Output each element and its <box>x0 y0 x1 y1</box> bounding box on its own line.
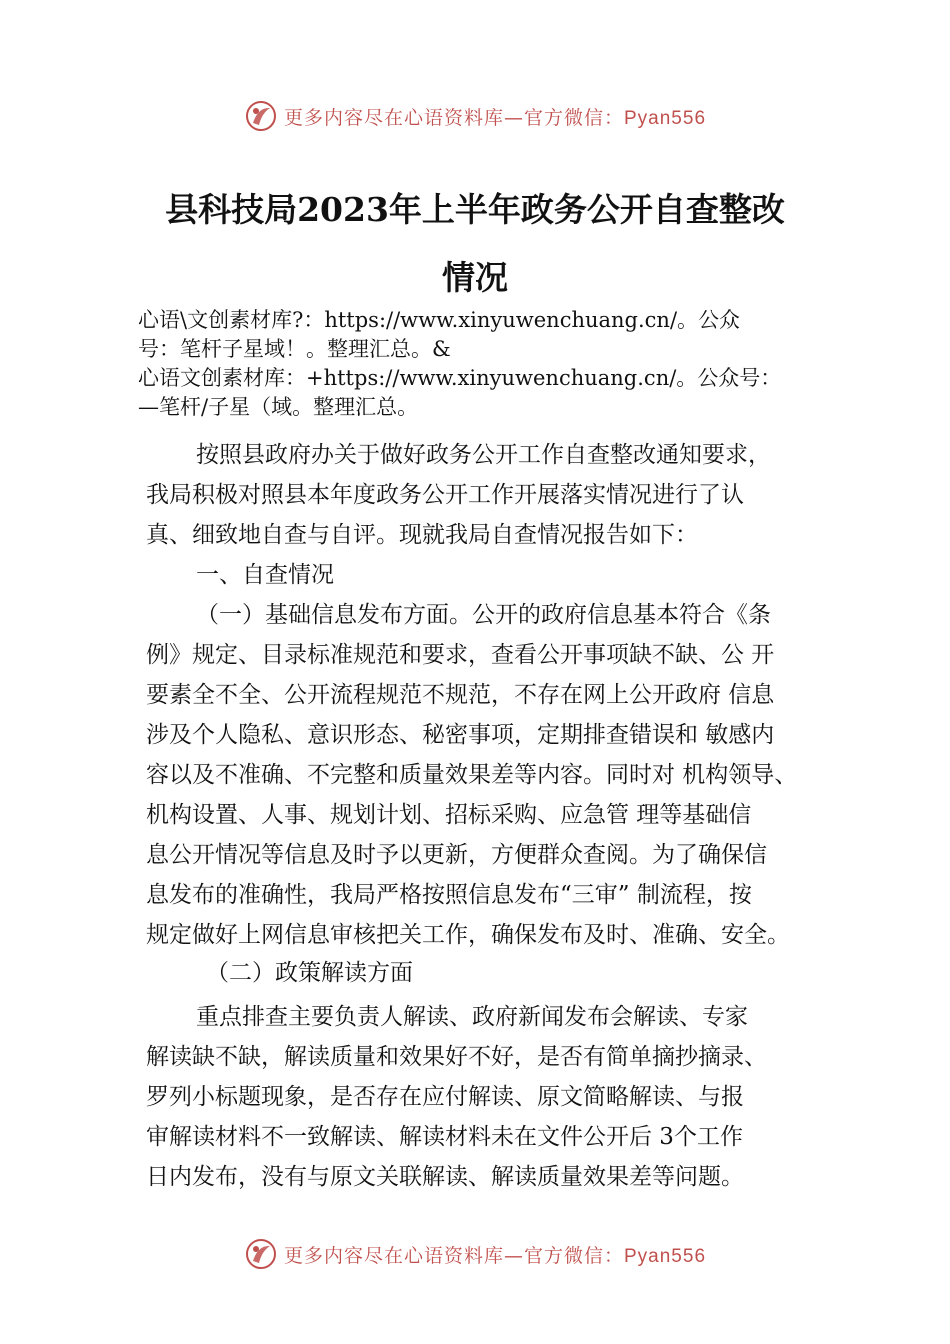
brand-logo-icon <box>244 1237 278 1271</box>
banner-text: 更多内容尽在心语资料库—官方微信：Pyan556 <box>283 106 707 129</box>
body-line: （一）基础信息发布方面。公开的政府信息基本符合《条 <box>196 602 771 628</box>
body-line: 我局积极对照县本年度政务公开工作开展落实情况进行了认 <box>146 482 744 508</box>
source-line: —笔杆/子星（域。整理汇总。 <box>138 395 419 419</box>
section-heading: 一、自查情况 <box>196 562 334 588</box>
source-line: 心语文创素材库：+https://www.xinyuwenchuang.cn/。公众号： <box>138 366 782 390</box>
body-line: 按照县政府办关于做好政务公开工作自查整改通知要求， <box>196 442 771 468</box>
body-line: 容以及不准确、不完整和质量效果差等内容。同时对 机构领导、 <box>146 762 798 788</box>
body-line: 解读缺不缺，解读质量和效果好不好，是否有简单摘抄摘录、 <box>146 1044 767 1070</box>
wechat-id: Pyan556 <box>624 107 707 129</box>
body-line: 息公开情况等信息及时予以更新，方便群众查阅。为了确保信 <box>146 842 767 868</box>
body-line: 真、细致地自查与自评。现就我局自查情况报告如下： <box>146 522 698 548</box>
body-line: 审解读材料不一致解读、解读材料未在文件公开后 3个工作 <box>146 1124 743 1150</box>
body-line: 机构设置、人事、规划计划、招标采购、应急管 理等基础信 <box>146 802 752 828</box>
body-line: 日内发布，没有与原文关联解读、解读质量效果差等问题。 <box>146 1164 744 1190</box>
banner-text: 更多内容尽在心语资料库—官方微信：Pyan556 <box>283 1244 707 1267</box>
body-line: 罗列小标题现象，是否存在应付解读、原文简略解读、与报 <box>146 1084 744 1110</box>
body-line: 规定做好上网信息审核把关工作，确保发布及时、准确、安全。 <box>146 922 790 948</box>
header-banner <box>0 96 950 136</box>
wechat-id: Pyan556 <box>624 1245 707 1267</box>
section-heading: （二）政策解读方面 <box>206 960 413 986</box>
body-line: 重点排查主要负责人解读、政府新闻发布会解读、专家 <box>196 1004 748 1030</box>
source-line: 心语\文创素材库?：https://www.xinyuwenchuang.cn/。公众 <box>138 308 741 332</box>
body-line: 例》规定、目录标准规范和要求，查看公开事项缺不缺、公 开 <box>146 642 775 668</box>
body-line: 息发布的准确性，我局严格按照信息发布“三审” 制流程，按 <box>146 882 752 908</box>
body-line: 涉及个人隐私、意识形态、秘密事项，定期排查错误和 敏感内 <box>146 722 775 748</box>
body-line: 要素全不全、公开流程规范不规范，不存在网上公开政府 信息 <box>146 682 775 708</box>
source-line: 号：笔杆子星域！。整理汇总。& <box>138 337 451 361</box>
footer-banner <box>0 1234 950 1274</box>
document-title-line2: 情况 <box>442 258 508 297</box>
document-title-line1: 县科技局2023年上半年政务公开自查整改 <box>165 190 785 229</box>
brand-logo-icon <box>244 99 278 133</box>
